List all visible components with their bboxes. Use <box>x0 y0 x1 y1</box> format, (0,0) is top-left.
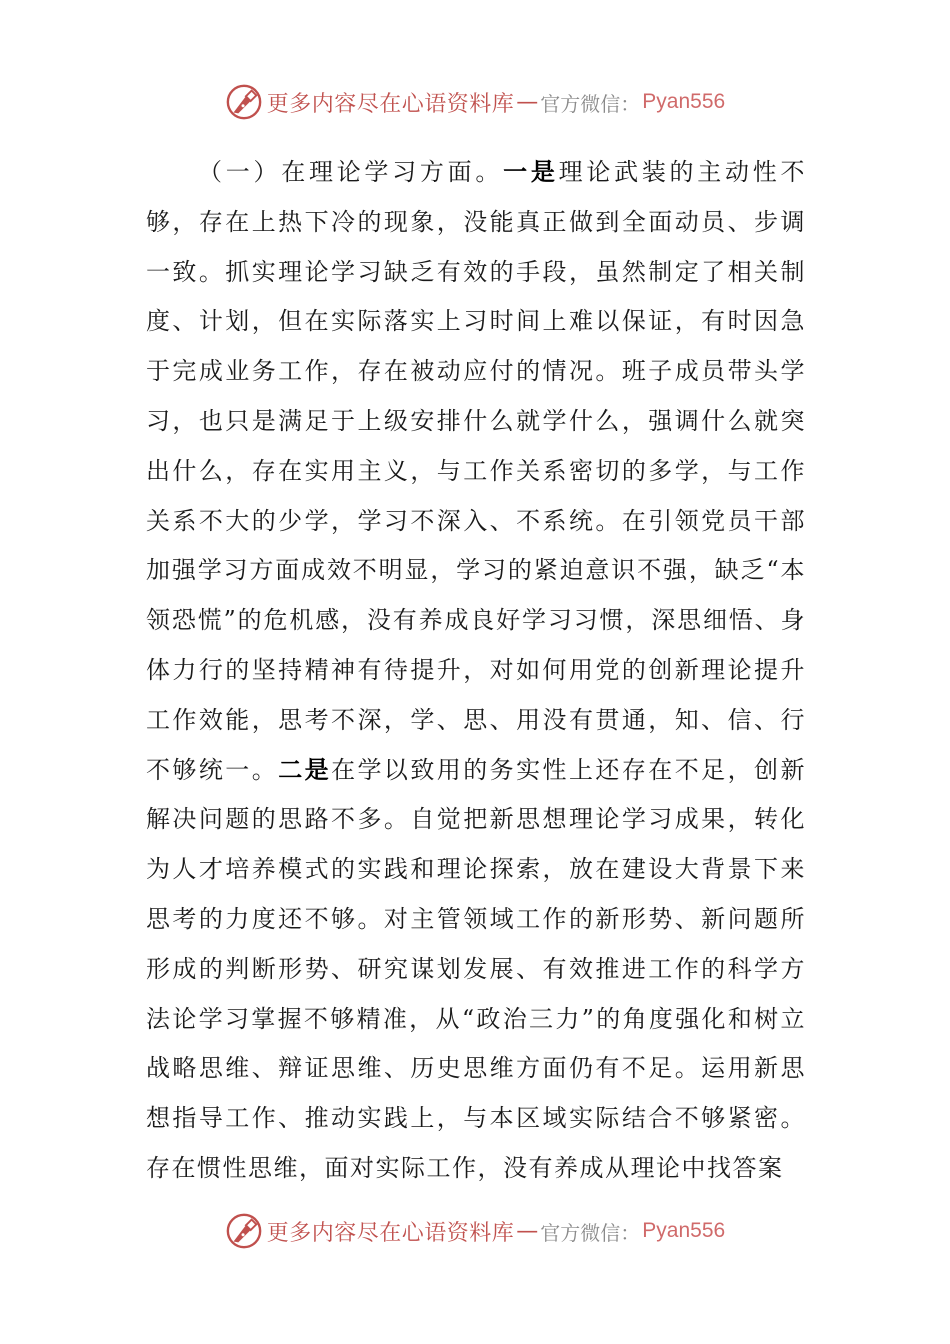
header-wechat-label: 官方微信： <box>540 91 641 116</box>
body-paragraph <box>146 148 806 1194</box>
pen-nib-logo-icon <box>225 1212 263 1250</box>
bold-marker-second: 二是 <box>278 755 332 784</box>
bold-marker-first: 一是 <box>503 158 559 186</box>
header-brand-text: 更多内容尽在心语资料库 <box>266 91 515 117</box>
paragraph-text-part-2: 在学以致用的务实性上还存在不足，创新解决问题的思路不多。自觉把新思想理论学习成果，转化为人才培养模式的实践和理论探索，放在建设大背景下来思考的力度还不够。对主管领域工作的新形势、新问题所形成的判断形势、研究谋划发展、有效推进工作的科学方法论学习掌握不够精准，从“政治三力”的角度强化和树立战略思维、辩证思维、历史思维方面仍有不足。运用新思想指导工作、推动实践上，与本区域实际结合不够紧密。存在惯性思维，面对实际工作，没有养成从理论中找答案 <box>146 755 806 1182</box>
footer-separator: — <box>516 1218 539 1244</box>
pen-nib-logo-icon <box>225 83 263 121</box>
footer-banner <box>0 1211 950 1251</box>
document-body <box>146 148 806 1194</box>
header-wechat-id: Pyan556 <box>642 90 726 113</box>
paragraph-heading: （一）在理论学习方面。 <box>198 158 504 186</box>
footer-wechat-label: 官方微信： <box>540 1220 641 1245</box>
header-banner <box>0 82 950 122</box>
footer-brand-text: 更多内容尽在心语资料库 <box>266 1220 515 1246</box>
paragraph-text-part-1: 理论武装的主动性不够，存在上热下冷的现象，没能真正做到全面动员、步调一致。抓实理论学习缺乏有效的手段，虽然制定了相关制度、计划，但在实际落实上习时间上难以保证，有时因急于完成业务工作，存在被动应付的情况。班子成员带头学习，也只是满足于上级安排什么就学什么，强调什么就突出什么，存在实用主义，与工作关系密切的多学，与工作关系不大的少学，学习不深入、不系统。在引领党员干部加强学习方面成效不明显，学习的紧迫意识不强，缺乏“本领恐慌”的危机感，没有养成良好学习习惯，深思细悟、身体力行的坚持精神有待提升，对如何用党的创新理论提升工作效能，思考不深，学、思、用没有贯通，知、信、行不够统一。 <box>146 158 807 784</box>
footer-wechat-id: Pyan556 <box>642 1219 726 1242</box>
header-separator: — <box>516 89 539 115</box>
